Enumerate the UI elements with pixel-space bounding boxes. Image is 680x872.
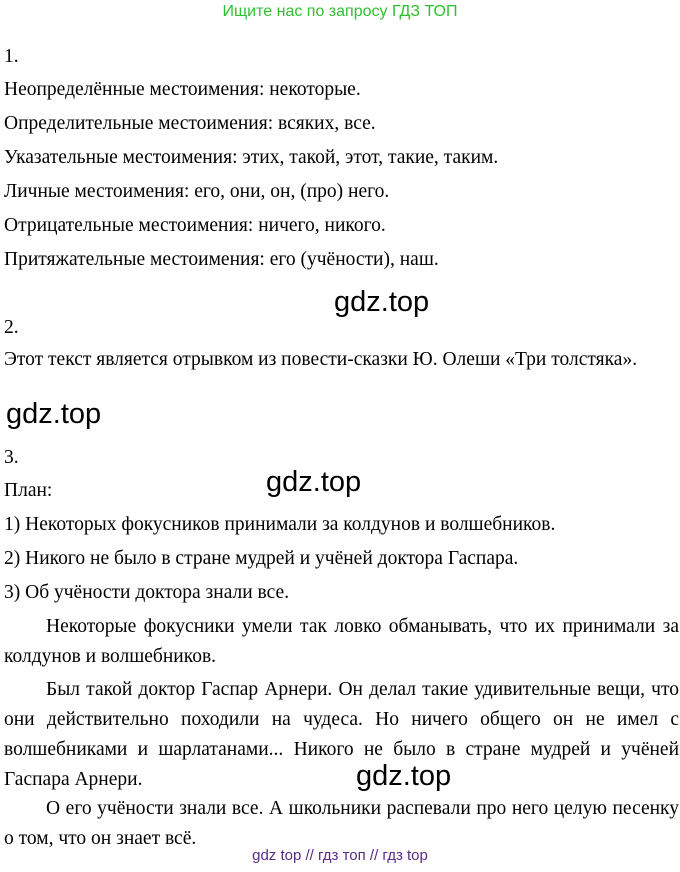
plan-item-3: 3) Об учёности доктора знали все. <box>4 582 290 603</box>
top-banner[interactable]: Ищите нас по запросу ГДЗ ТОП <box>222 3 458 20</box>
section-2-text: Этот текст является отрывком из повести-сказки Ю. Олеши «Три толстяка». <box>4 349 638 370</box>
pronoun-line-negative: Отрицательные местоимения: ничего, никого. <box>4 215 386 236</box>
watermark-gdz-top: gdz.top <box>266 466 362 498</box>
section-1-number: 1. <box>4 46 19 67</box>
pronoun-line-indefinite: Неопределённые местоимения: некоторые. <box>4 79 361 100</box>
story-paragraph-2: Был такой доктор Гаспар Арнери. Он делал такие удивительные вещи, что они действительно походили на чудеса. Но ничего общего он не имел с волшебниками и шарлатанами... Никого не было в стране мудрей и учёней Гаспара Арнери. <box>4 679 679 790</box>
pronoun-line-determinative: Определительные местоимения: всяких, все. <box>4 113 376 134</box>
footer-links[interactable]: gdz top // гдз топ // гдз top <box>252 847 428 864</box>
story-paragraph-1: Некоторые фокусники умели так ловко обманывать, что их принимали за колдунов и волшебников. <box>4 616 679 667</box>
section-2-number: 2. <box>4 317 19 338</box>
section-3-number: 3. <box>4 447 19 468</box>
watermark-gdz-top: gdz.top <box>356 760 452 792</box>
pronoun-line-personal: Личные местоимения: его, они, он, (про) него. <box>4 181 390 202</box>
plan-item-2: 2) Никого не было в стране мудрей и учёней доктора Гаспара. <box>4 548 519 569</box>
watermark-gdz-top: gdz.top <box>6 398 102 430</box>
plan-item-1: 1) Некоторых фокусников принимали за колдунов и волшебников. <box>4 514 556 535</box>
pronoun-line-demonstrative: Указательные местоимения: этих, такой, этот, такие, таким. <box>4 147 499 168</box>
story-paragraph-3: О его учёности знали все. А школьники распевали про него целую песенку о том, что он знает всё. <box>4 798 679 849</box>
pronoun-line-possessive: Притяжательные местоимения: его (учёности), наш. <box>4 249 439 270</box>
watermark-gdz-top: gdz.top <box>334 286 430 318</box>
plan-label: План: <box>4 480 53 501</box>
